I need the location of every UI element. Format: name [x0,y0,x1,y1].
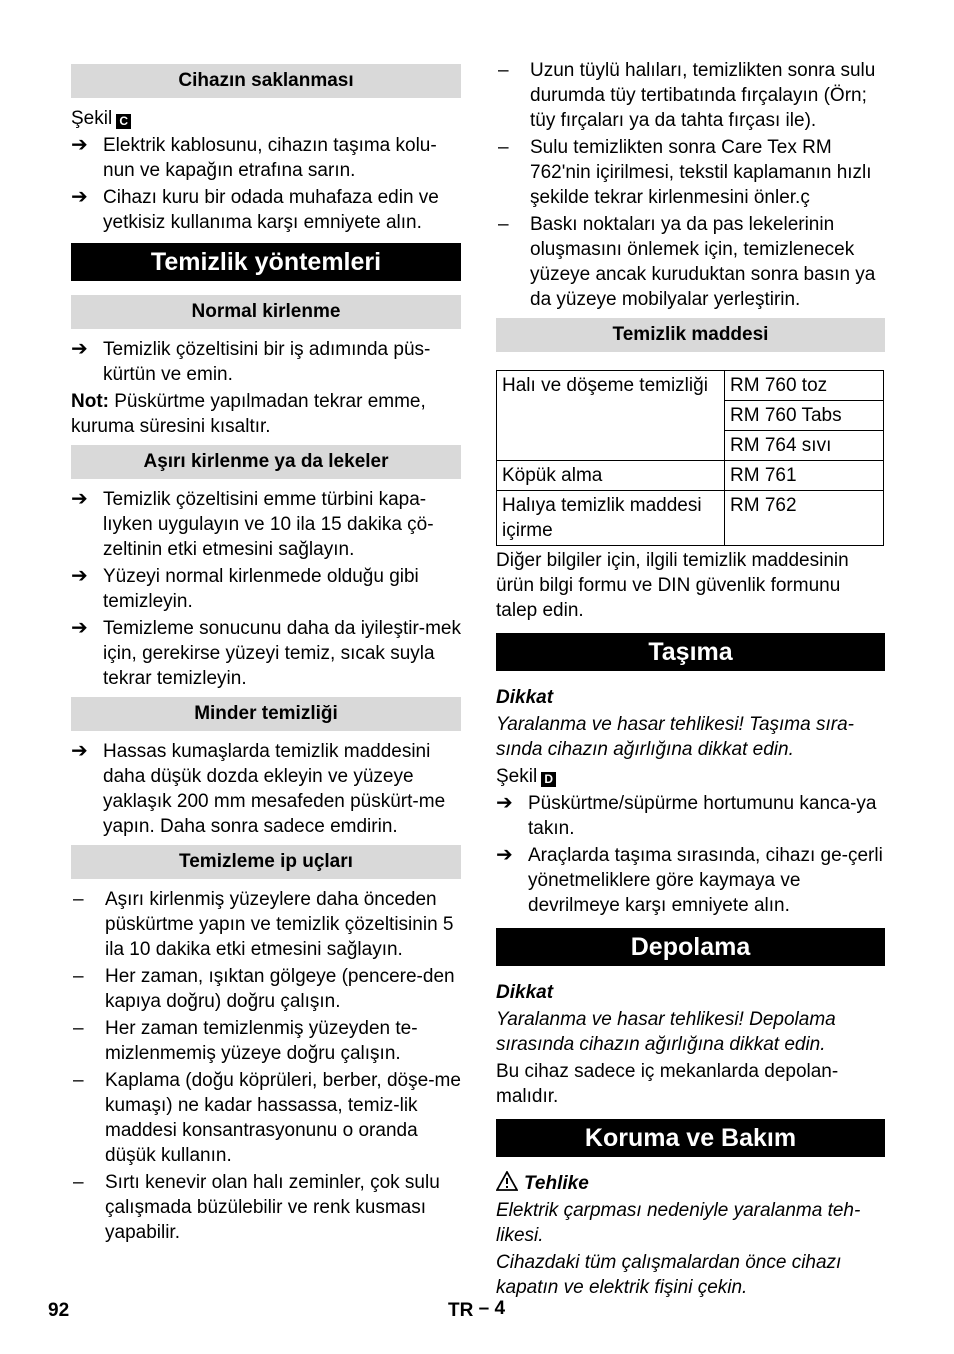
figure-reference: Şekil D [496,764,885,789]
page-number: 92 [48,1300,70,1321]
chapter-title-methods: Temizlik yöntemleri [71,243,461,281]
danger-text: Cihazdaki tüm çalışmalardan önce cihazı kapatın ve elektrik fişini çekin. [496,1252,842,1298]
right-column [496,58,885,1302]
chapter-title-storage: Depolama [496,928,885,966]
list-item: – Her zaman temizlenmiş yüzeyden te-mizlenmemiş yüzeye doğru çalışın. [73,1018,418,1064]
list-item: – Kaplama (doğu köprüleri, berber, döşe-me kumaşı) ne kadar hassassa, temiz-lik maddesi konsantrasyonunu o oranda düşük kullanın. [73,1070,461,1166]
caution-label: Dikkat [496,982,554,1003]
list-item: ➔ Temizlik çözeltisini bir iş adımında püs-kürtün ve emin. [71,338,431,385]
arrow-right-icon: ➔ [71,338,88,360]
page-footer-lang: TR – 4 [448,1298,506,1321]
list-item: ➔ Püskürtme/süpürme hortumunu kanca-ya takın. [496,792,877,839]
cleaning-agent-table [496,370,884,546]
arrow-right-icon: ➔ [71,186,88,208]
arrow-right-icon: ➔ [71,740,88,762]
danger-text: Elektrik çarpması nedeniyle yaralanma teh-likesi. [496,1200,861,1246]
chapter-title-transport: Taşıma [496,633,885,671]
list-item: ➔ Cihazı kuru bir odada muhafaza edin ve yetkisiz kullanıma karşı emniyete alın. [71,186,439,233]
table-row: RM 764 sıvı [497,431,884,461]
list-item: – Baskı noktaları ya da pas lekelerinin oluşmasını önlemek için, temizlenecek yüzeye ancak kuruduktan sonra basın ya da yüzeye mobilyalar yerleştirin. [498,214,876,310]
arrow-right-icon: ➔ [496,792,513,814]
storage-paragraph: Bu cihaz sadece iç mekanlarda depolan-malıdır. [496,1061,839,1107]
list-item: – Aşırı kirlenmiş yüzeylere daha önceden püskürtme yapın ve temizlik çözeltisinin 5 ila 10 dakika etki etmesini sağlayın. [73,889,454,960]
list-item: ➔ Araçlarda taşıma sırasında, cihazı ge-çerli yönetmeliklere göre kaymaya ve devrilmeye karşı emniyete alın. [496,844,883,916]
arrow-right-icon: ➔ [71,565,88,587]
caution-text: Yaralanma ve hasar tehlikesi! Depolama sırasında cihazın ağırlığına dikkat edin. [496,1009,836,1055]
list-item: – Her zaman, ışıktan gölgeye (pencere-den kapıya doğru) doğru çalışın. [73,966,455,1012]
note-paragraph: Not: Püskürtme yapılmadan tekrar emme, kuruma süresini kısaltır. [71,391,426,437]
section-heading-tips: Temizleme ip uçları [71,845,461,879]
table-row: Köpük alma RM 761 [497,461,884,491]
list-item: – Sırtı kenevir olan halı zeminler, çok sulu çalışmada büzülebilir ve renk kusması yapabilir. [73,1172,440,1243]
arrow-right-icon: ➔ [496,844,513,866]
list-item: – Uzun tüylü halıları, temizlikten sonra sulu durumda tüy tertibatında fırçalayın (Örn; tüy fırçaları ya da tahta fırçası ile). [498,60,876,131]
arrow-right-icon: ➔ [71,488,88,510]
section-heading-normal: Normal kirlenme [71,295,461,329]
section-heading-cushion: Minder temizliği [71,697,461,731]
figure-reference: Şekil C [71,106,461,131]
caution-label: Dikkat [496,687,554,708]
caution-text: Yaralanma ve hasar tehlikesi! Taşıma sıra-sında cihazın ağırlığına dikkat edin. [496,714,854,760]
section-heading-storage: Cihazın saklanması [71,64,461,98]
table-row: RM 760 Tabs [497,401,884,431]
figure-letter-badge: D [541,772,556,787]
list-item: ➔ Yüzeyi normal kirlenmede olduğu gibi temizleyin. [71,565,419,612]
list-item: ➔ Elektrik kablosunu, cihazın taşıma kolu-nun ve kapağın etrafına sarın. [71,134,437,181]
list-item: ➔ Temizlik çözeltisini emme türbini kapa-lıyken uygulayın ve 10 ila 15 dakika çö-zeltinin etki etmesini sağlayın. [71,488,434,560]
chapter-title-care: Koruma ve Bakım [496,1119,885,1157]
left-column [71,58,461,1247]
table-row: Halı ve döşeme temizliği RM 760 toz [497,371,884,401]
list-item: ➔ Hassas kumaşlarda temizlik maddesini daha düşük dozda ekleyin ve yüzeye yaklaşık 200 mm mesafeden püskürt-me yapın. Daha sonra sadece emdirin. [71,740,446,837]
arrow-right-icon: ➔ [71,617,88,639]
list-item: ➔ Temizleme sonucunu daha da iyileştir-mek için, gerekirse yüzeyi temiz, sıcak suyla tekrar temizleyin. [71,617,461,689]
figure-letter-badge: C [116,114,131,129]
arrow-right-icon: ➔ [71,134,88,156]
list-item: – Sulu temizlikten sonra Care Tex RM 762'nin içirilmesi, tekstil kaplamanın hızlı şekilde tekrar kirlenmesini önler.ç [498,137,872,208]
danger-label-row: Tehlike [496,1171,885,1196]
agent-info-paragraph: Diğer bilgiler için, ilgili temizlik maddesinin ürün bilgi formu ve DIN güvenlik formunu talep edin. [496,550,849,621]
section-heading-heavy: Aşırı kirlenme ya da lekeler [71,445,461,479]
section-heading-agent: Temizlik maddesi [496,318,885,352]
table-row: Halıya temizlik maddesi içirme RM 762 [497,491,884,546]
warning-triangle-icon [496,1171,518,1191]
